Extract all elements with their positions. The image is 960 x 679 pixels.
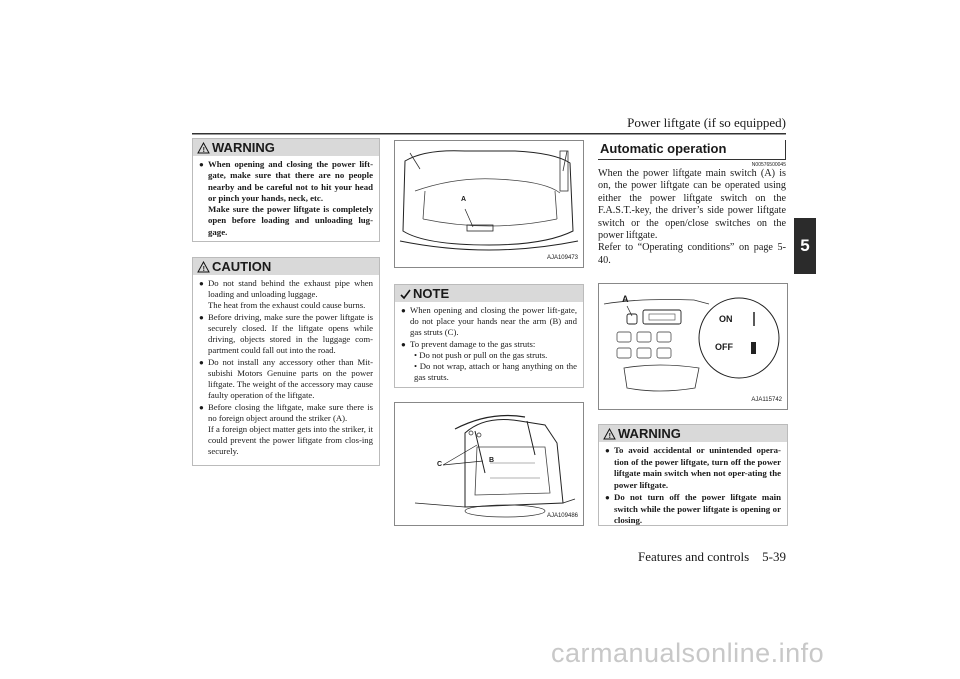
warning-text: Do not turn off the power liftgate main switch while the power liftgate is opening or closing. — [614, 492, 781, 525]
note-subitem-1: • Do not push or pull on the gas struts. — [414, 350, 548, 360]
switch-on-label: ON — [719, 314, 733, 324]
warning-item-2 — [605, 492, 781, 527]
section-rule-vert — [785, 140, 786, 160]
figure-label-a: A — [622, 294, 629, 304]
figure-gas-struts — [394, 402, 584, 526]
figure-label-c: C — [437, 461, 443, 468]
note-text: When opening and closing the power lift-gate, do not place your hands near the arm (B) and gas struts (C). — [410, 305, 577, 337]
paragraph-text: When the power liftgate main switch (A) is on, the power liftgate can be operated using either the power liftgate switch on the F.A.S.T.-key, the driver’s side power liftgate switch or the open/close switches on the power liftgate. — [598, 168, 786, 242]
note-item-1 — [401, 305, 577, 338]
caution-text: Do not stand behind the exhaust pipe when loading and unloading luggage. — [208, 278, 373, 299]
caution-item-4 — [199, 402, 373, 457]
header-rule-thin — [192, 134, 786, 135]
figure-label-a: A — [461, 196, 467, 203]
warning-text-2: Make sure the power liftgate is completely open before loading and unloading lug-gage. — [208, 204, 373, 237]
page-footer: Features and controls 5-39 — [637, 549, 786, 564]
caution-text: Do not install any accessory other than Mit-subishi Motors Genuine parts on the power liftgate. The weight of the accessory may cause faulty operation of the liftgate. — [208, 357, 373, 400]
warning-text: To avoid accidental or unintended opera-tion of the power liftgate, turn off the power liftgate main switch when not oper-ating the power liftgate. — [614, 445, 781, 490]
figure-luggage-striker — [394, 140, 584, 268]
note-header — [395, 285, 583, 302]
section-title: Automatic operation — [600, 141, 727, 156]
warning-box-1 — [192, 138, 380, 242]
caution-box — [192, 257, 380, 466]
warning-header — [599, 425, 787, 442]
warning-label: WARNING — [212, 140, 275, 155]
caution-item-2 — [199, 312, 373, 356]
warning-icon — [603, 428, 616, 440]
section-rule — [598, 159, 786, 160]
caution-item-1 — [199, 278, 373, 311]
figure-code: AJA109473 — [546, 255, 578, 261]
warning-item — [199, 159, 373, 238]
figure-label-b: B — [489, 457, 495, 464]
note-item-2 — [401, 339, 577, 383]
switch-off-label: OFF — [715, 342, 733, 352]
warning-item-1 — [605, 445, 781, 491]
chapter-tab: 5 — [794, 218, 816, 274]
note-box — [394, 284, 584, 388]
open-liftgate-illustration — [395, 403, 583, 525]
caution-text-sub: The heat from the exhaust could cause burns. — [208, 300, 366, 310]
warning-icon — [197, 142, 210, 154]
svg-text:!: ! — [202, 146, 205, 154]
caution-text-sub: If a foreign object matter gets into the striker, it could prevent the power liftgate from clos-ing securely. — [208, 424, 373, 456]
watermark: carmanualsonline.info — [551, 638, 825, 668]
luggage-compartment-illustration — [395, 141, 583, 267]
caution-text: Before closing the liftgate, make sure there is no foreign object around the striker (A). — [208, 402, 373, 423]
warning-text-1: When opening and closing the power lift-gate, make sure that there are no people nearby and be careful not to hit your head or pinch your hands, neck, etc. — [208, 159, 373, 203]
caution-header — [193, 258, 379, 275]
note-subitem-2: • Do not wrap, attach or hang anything on the gas struts. — [414, 361, 577, 382]
body-paragraph — [598, 168, 786, 267]
warning-box-2 — [598, 424, 788, 526]
figure-code: AJA115742 — [751, 397, 782, 403]
caution-text: Before driving, make sure the power liftgate is securely closed. If the liftgate opens while driving, objects stored in the luggage com-partment could fall out into the road. — [208, 312, 373, 355]
figure-main-switch — [598, 283, 788, 410]
note-label: NOTE — [413, 286, 450, 301]
figure-code: AJA109486 — [546, 513, 578, 519]
svg-text:!: ! — [608, 432, 611, 440]
warning-header — [193, 139, 379, 156]
caution-label: CAUTION — [212, 259, 272, 274]
note-text: To prevent damage to the gas struts: — [410, 339, 536, 349]
svg-text:!: ! — [202, 265, 205, 273]
note-icon — [399, 288, 411, 300]
caution-item-3 — [199, 357, 373, 401]
running-header: Power liftgate (if so equipped) — [627, 115, 786, 130]
section-code: N00576500045 — [751, 162, 786, 168]
caution-icon — [197, 261, 210, 273]
paragraph-ref: Refer to “Operating conditions” on page 5-40. — [598, 242, 786, 266]
warning-label: WARNING — [618, 426, 681, 441]
